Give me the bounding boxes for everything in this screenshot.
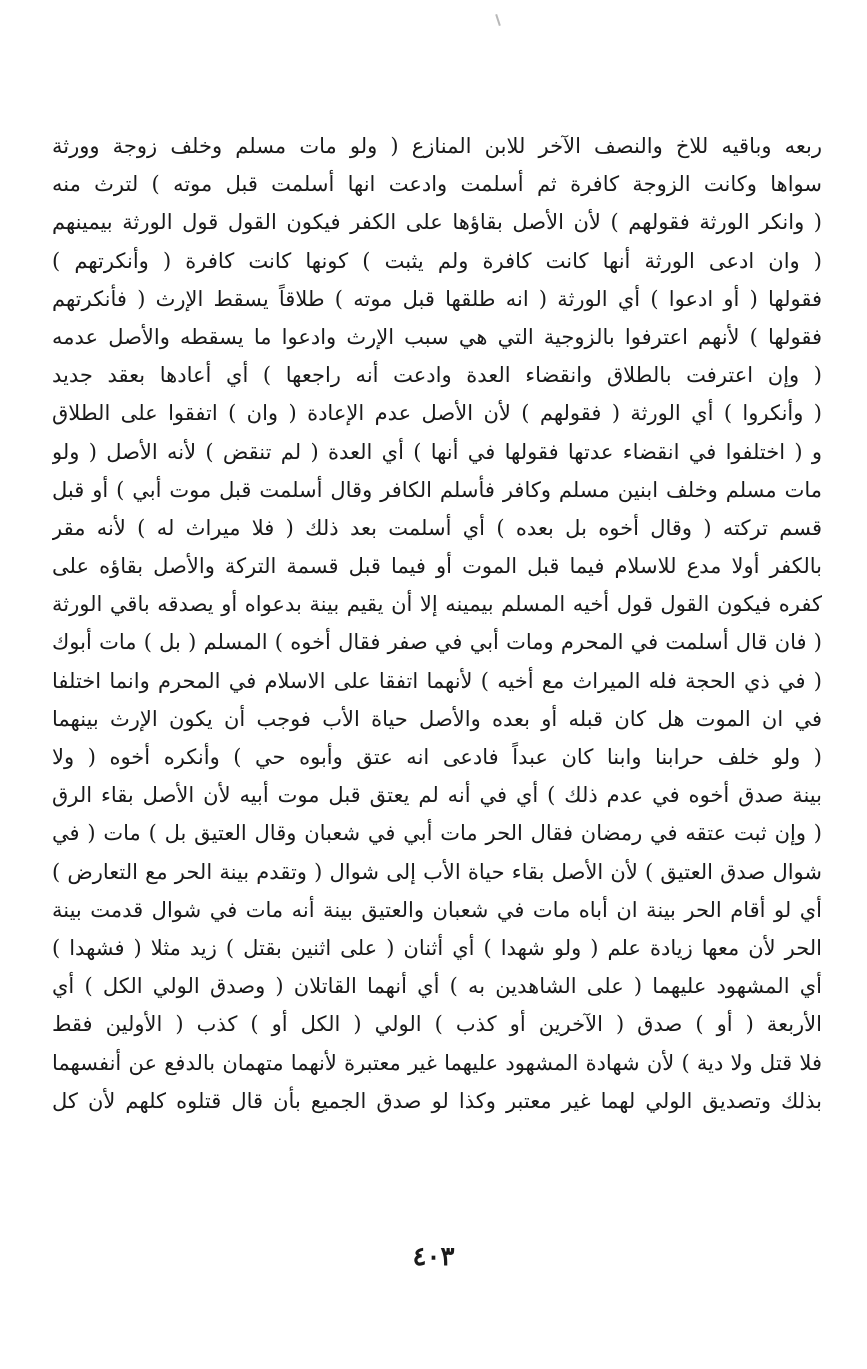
text-line: و ( اختلفوا في انقضاء عدتها فقولها في أنها ) أي العدة ( لم تنقض ) لأنه الأصل ( ولو [52,439,822,464]
text-line: ( ولو خلف حرابنا وابنا كان عبداً فادعى انه عتق وأبوه حي ) وأنكره أخوه ( ولا [52,745,822,769]
text-line: ( وأنكروا ) أي الورثة ( فقولهم ) لأن الأصل عدم الإعادة ( وان ) اتفقوا على الطلاق [52,401,822,426]
text-line: بالكفر أولا مدع للاسلام فيما قبل الموت أو فيما قبل قسمة التركة والأصل بقاؤه على [52,554,822,579]
text-line: أي المشهود عليهما ( على الشاهدين به ) أي أنهما القاتلان ( وصدق الولي الكل ) أي [52,974,822,999]
scan-artifact [495,14,501,26]
text-line: ( وانكر الورثة فقولهم ) لأن الأصل بقاؤها على الكفر فيكون القول قول الورثة بيمينهم [52,210,822,235]
text-line: الأربعة ( أو ) صدق ( الآخرين أو كذب ) الولي ( الكل أو ) كذب ( الأولين فقط [52,1012,822,1037]
text-line: كفره فيكون القول قول أخيه المسلم بيمينه إلا أن يقيم بينة بدعواه أو يصدقه باقي الورثة [52,592,822,617]
text-line: ( وان ادعى الورثة أنها كانت كافرة ولم يثبت ) كونها كانت كافرة ( وأنكرتهم ) [52,248,822,273]
body-text [52,127,822,1120]
text-line: سواها وكانت الزوجة كافرة ثم أسلمت وادعت انها أسلمت قبل موته ) لترث منه [52,172,822,197]
text-line: شوال صدق العتيق ) لأن الأصل بقاء حياة الأب إلى شوال ( وتقدم بينة الحر مع التعارض ) [52,859,822,884]
text-line: بينة صدق أخوه في عدم ذلك ) أي في أنه لم يعتق قبل موت أبيه لأن الأصل بقاء الرق [52,783,822,808]
text-line: أي لو أقام الحر بينة ان أباه مات في شعبان والعتيق بينة أنه مات في شوال قدمت بينة [52,897,822,922]
text-line: ( وإن اعترفت بالطلاق وانقضاء العدة وادعت أنه راجعها ) أي أعادها بعقد جديد [52,363,822,388]
text-line: فلا قتل ولا دية ) لأن شهادة المشهود عليهما غير معتبرة لأنهما متهمان بالدفع عن أنفسهما [52,1050,822,1075]
text-line: مات مسلم وخلف ابنين مسلم وكافر فأسلم الكافر وقال أسلمت قبل موت أبي ) أو قبل [52,477,822,502]
text-line: ( في ذي الحجة فله الميراث مع أخيه ) لأنهما اتفقا على الاسلام في المحرم وانما اختلفا [52,668,822,693]
text-line: فقولها ( أو ادعوا ) أي الورثة ( انه طلقها قبل موته ) طلاقاً يسقط الإرث ( فأنكرتهم [52,286,822,311]
text-line: ربعه وباقيه للاخ والنصف الآخر للابن المنازع ( ولو مات مسلم وخلف زوجة وورثة [52,134,822,158]
page-number: ٤٠٣ [412,1242,455,1272]
text-line: قسم تركته ( وقال أخوه بل بعده ) أي أسلمت بعد ذلك ( فلا ميراث له ) لأنه مقر [52,515,822,540]
text-line: ( فان قال أسلمت في المحرم ومات أبي في صفر فقال أخوه ) المسلم ( بل ) مات أبوك [52,630,822,655]
text-line: ( وإن ثبت عتقه في رمضان فقال الحر مات أبي في شعبان وقال العتيق بل ) مات ( في [52,821,822,846]
text-line: الحر لأن معها زيادة علم ( ولو شهدا ) أي أثنان ( على اثنين بقتل ) زيد مثلا ( فشهدا ) [52,935,822,960]
text-line: فقولها ) لأنهم اعترفوا بالزوجية التي هي سبب الإرث وادعوا ما يسقطه والأصل عدمه [52,324,822,349]
text-line: في ان الموت هل كان قبله أو بعده والأصل حياة الأب فوجب أن يكون الإرث بينهما [52,706,822,731]
text-line: بذلك وتصديق الولي لهما غير معتبر وكذا لو صدق الجميع بأن قال قتلوه كلهم لأن كل [52,1088,822,1113]
